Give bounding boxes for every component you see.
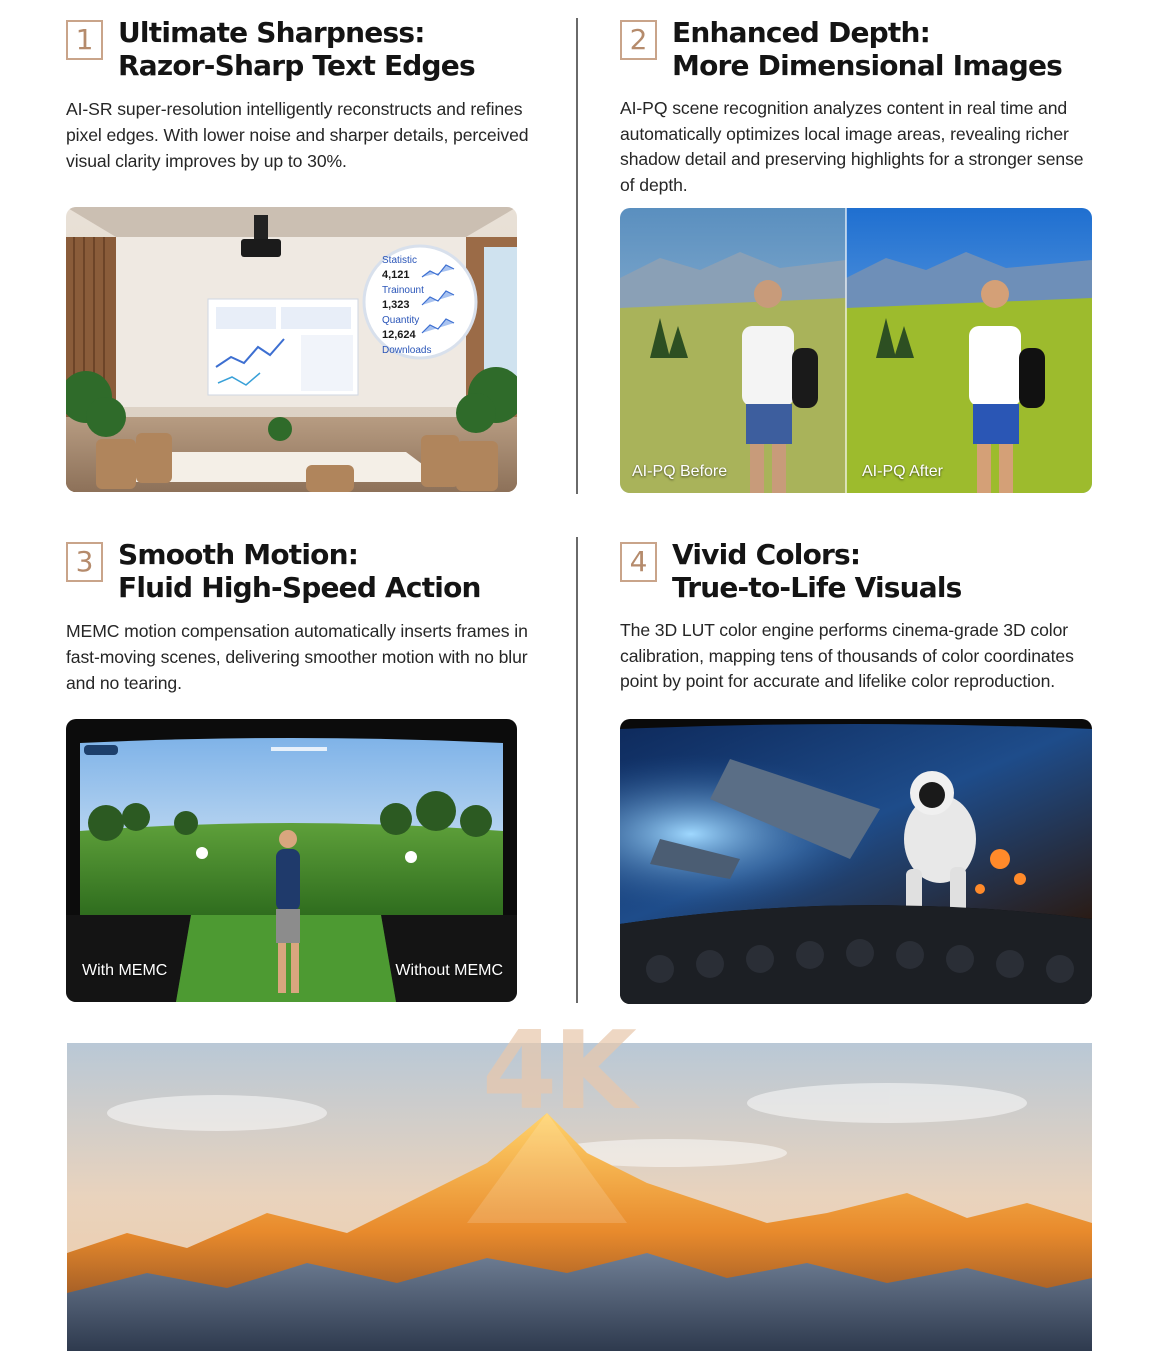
- stat-value: 12,624: [382, 329, 416, 341]
- stat-value: 4,121: [382, 269, 410, 281]
- before-label: AI-PQ Before: [632, 463, 728, 480]
- feature-description: MEMC motion compensation automatically inserts frames in fast-moving scenes, delivering smoother motion with no blur and no tearing.: [66, 621, 528, 693]
- feature-heading: [66, 538, 536, 604]
- after-label: AI-PQ After: [862, 463, 943, 480]
- stat-label: Trainount: [382, 285, 424, 296]
- feature-motion: [66, 538, 536, 696]
- feature-depth: [620, 16, 1090, 198]
- before-after-image: [620, 208, 1092, 493]
- feature-heading: [620, 538, 1090, 604]
- feature-colors: [620, 538, 1090, 695]
- feature-number: 3: [66, 542, 103, 582]
- feature-heading: [66, 16, 536, 82]
- feature-number: 2: [620, 20, 657, 60]
- meeting-room-image: [66, 207, 517, 492]
- stat-label: Statistic: [382, 255, 418, 266]
- feature-title: [672, 16, 1062, 82]
- feature-description: AI-PQ scene recognition analyzes content in real time and automatically optimizes local image areas, revealing richer shadow detail and preserving highlights for a stronger sense of depth.: [620, 98, 1084, 195]
- feature-number: 4: [620, 542, 657, 582]
- space-cinema-image: [620, 719, 1092, 1004]
- feature-description: AI-SR super-resolution intelligently reconstructs and refines pixel edges. With lower noise and sharper details, perceived visual clarity improves by up to 30%.: [66, 99, 529, 171]
- 4k-watermark: 4K: [482, 1009, 633, 1134]
- feature-sharpness: [66, 16, 536, 174]
- feature-title-line1: Smooth Motion:: [118, 538, 359, 571]
- feature-title: [672, 538, 962, 604]
- feature-title-line2: Razor-Sharp Text Edges: [118, 49, 475, 82]
- without-memc-label: Without MEMC: [395, 962, 503, 979]
- feature-title-line2: True-to-Life Visuals: [672, 571, 962, 604]
- feature-title: [118, 538, 481, 604]
- feature-title: [118, 16, 475, 82]
- stat-label: Downloads: [382, 345, 432, 356]
- feature-title-line2: Fluid High-Speed Action: [118, 571, 481, 604]
- stat-value: 1,323: [382, 299, 410, 311]
- feature-number: 1: [66, 20, 103, 60]
- feature-heading: [620, 16, 1090, 82]
- stat-label: Quantity: [382, 315, 420, 326]
- feature-title-line2: More Dimensional Images: [672, 49, 1063, 82]
- feature-title-line1: Ultimate Sharpness:: [118, 16, 425, 49]
- feature-title-line1: Enhanced Depth:: [672, 16, 930, 49]
- column-divider: [576, 18, 578, 494]
- column-divider: [576, 537, 578, 1003]
- feature-description: The 3D LUT color engine performs cinema-grade 3D color calibration, mapping tens of thousands of color coordinates point by point for accurate and lifelike color reproduction.: [620, 620, 1074, 691]
- golf-simulator-image: [66, 719, 517, 1002]
- feature-title-line1: Vivid Colors:: [672, 538, 861, 571]
- with-memc-label: With MEMC: [82, 962, 168, 979]
